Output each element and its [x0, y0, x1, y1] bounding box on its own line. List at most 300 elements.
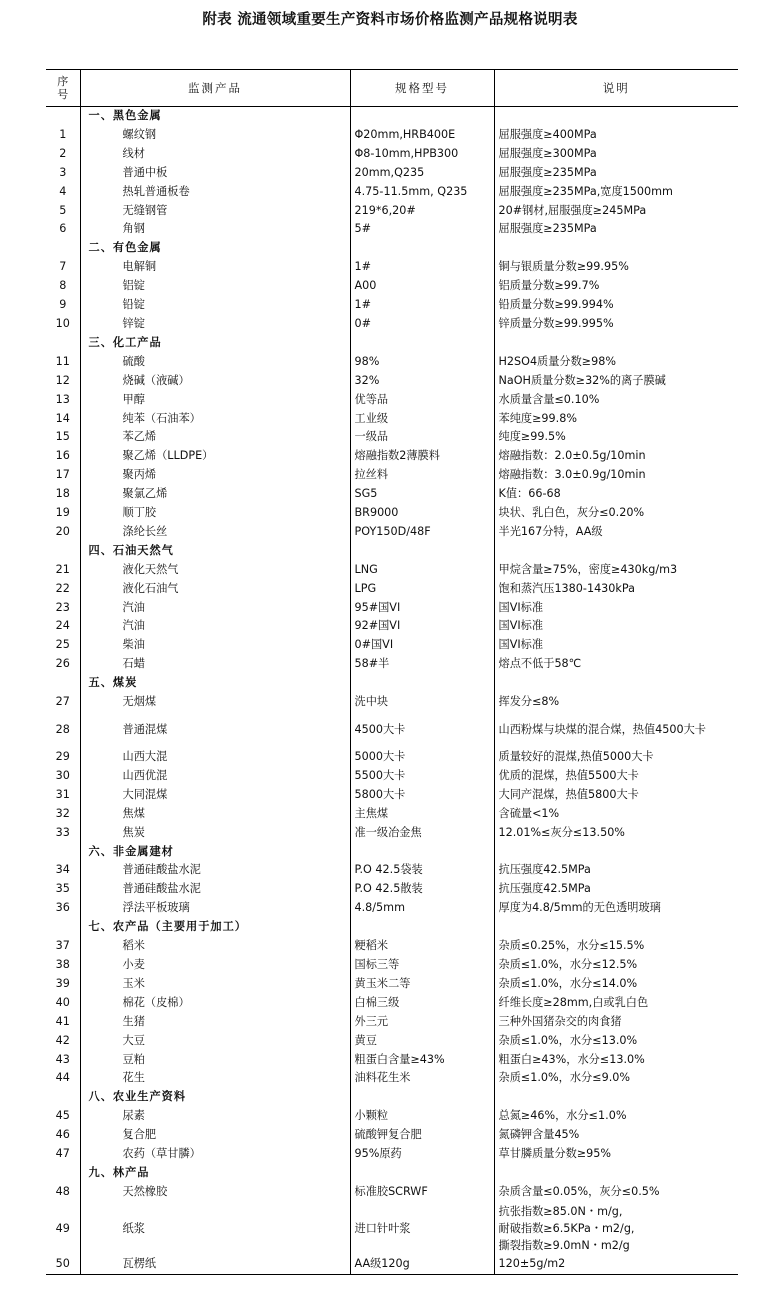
row-no: 10: [55, 316, 70, 330]
table-row: [46, 202, 738, 221]
row-desc: 山西粉煤与块煤的混合煤，热值4500大卡: [494, 712, 738, 748]
row-spec: 0#国VI: [350, 636, 494, 655]
row-spec: Φ20mm,HRB400E: [350, 126, 494, 145]
row-product: 山西优混: [80, 767, 350, 786]
row-no: 43: [55, 1052, 70, 1066]
row-product: 苯乙烯: [80, 428, 350, 447]
row-spec: 进口针叶浆: [350, 1202, 494, 1255]
category-desc-cell: [494, 334, 738, 353]
row-no: 33: [55, 825, 70, 839]
row-spec: 20mm,Q235: [350, 164, 494, 183]
row-desc: 杂质≤1.0%，水分≤13.0%: [494, 1032, 738, 1051]
category-no-cell: [46, 674, 80, 693]
row-product: 稻米: [80, 937, 350, 956]
category-row: [46, 918, 738, 937]
row-no: 11: [55, 354, 70, 368]
table-row: [46, 956, 738, 975]
row-spec: P.O 42.5散装: [350, 880, 494, 899]
category-spec-cell: [350, 1088, 494, 1107]
row-product: 焦炭: [80, 824, 350, 843]
row-spec: 标准胶SCRWF: [350, 1183, 494, 1202]
category-name: 六、非金属建材: [80, 843, 350, 862]
row-desc: 抗压强度42.5MPa: [494, 861, 738, 880]
category-row: [46, 1164, 738, 1183]
row-spec: 一级品: [350, 428, 494, 447]
row-no: 1: [59, 127, 67, 141]
category-no-cell: [46, 1164, 80, 1183]
table-row: [46, 767, 738, 786]
category-no-cell: [46, 843, 80, 862]
row-desc: 铜与银质量分数≥99.95%: [494, 258, 738, 277]
row-desc: 屈服强度≥300MPa: [494, 145, 738, 164]
row-spec: 主焦煤: [350, 805, 494, 824]
row-product: 汽油: [80, 617, 350, 636]
row-no: 47: [55, 1147, 70, 1161]
category-no-cell: [46, 107, 80, 126]
table-row: [46, 1051, 738, 1070]
row-spec: P.O 42.5袋装: [350, 861, 494, 880]
category-spec-cell: [350, 542, 494, 561]
table-row: [46, 1069, 738, 1088]
row-product: 小麦: [80, 956, 350, 975]
row-spec: 32%: [350, 372, 494, 391]
table-row: [46, 504, 738, 523]
category-desc-cell: [494, 674, 738, 693]
row-no: 2: [59, 146, 67, 160]
row-desc: 杂质≤1.0%，水分≤9.0%: [494, 1069, 738, 1088]
row-product: 柴油: [80, 636, 350, 655]
row-spec: 1#: [350, 258, 494, 277]
row-spec: 黄玉米二等: [350, 975, 494, 994]
table-row: [46, 1255, 738, 1274]
row-no: 35: [55, 882, 70, 896]
row-desc: 屈服强度≥235MPa: [494, 164, 738, 183]
row-desc: 大同产混煤，热值5800大卡: [494, 786, 738, 805]
table-row: [46, 1013, 738, 1032]
table-row: [46, 523, 738, 542]
row-spec: 219*6,20#: [350, 202, 494, 221]
row-spec: A00: [350, 277, 494, 296]
row-no: 9: [59, 298, 67, 312]
row-product: 焦煤: [80, 805, 350, 824]
category-desc-cell: [494, 1088, 738, 1107]
table-row: [46, 1107, 738, 1126]
row-no: 29: [55, 750, 70, 763]
row-no: 28: [55, 723, 70, 736]
row-desc: 氮磷钾含量45%: [494, 1126, 738, 1145]
row-product: 甲醇: [80, 391, 350, 410]
row-product: 浮法平板玻璃: [80, 899, 350, 918]
table-row: [46, 975, 738, 994]
table-row: [46, 1126, 738, 1145]
row-no: 27: [55, 695, 70, 709]
category-name: 九、林产品: [80, 1164, 350, 1183]
row-desc: 杂质≤1.0%，水分≤12.5%: [494, 956, 738, 975]
table-row: [46, 617, 738, 636]
category-spec-cell: [350, 918, 494, 937]
category-name: 三、化工产品: [80, 334, 350, 353]
category-row: [46, 107, 738, 126]
row-desc: 纤维长度≥28mm,白或乳白色: [494, 994, 738, 1013]
row-desc: 优质的混煤，热值5500大卡: [494, 767, 738, 786]
row-product: 棉花（皮棉）: [80, 994, 350, 1013]
category-row: [46, 334, 738, 353]
row-spec: 外三元: [350, 1013, 494, 1032]
category-spec-cell: [350, 1164, 494, 1183]
row-no: 32: [55, 806, 70, 820]
category-no-cell: [46, 239, 80, 258]
row-spec: 95#国VI: [350, 599, 494, 618]
row-product: 螺纹钢: [80, 126, 350, 145]
row-no: 3: [59, 165, 67, 179]
row-no: 26: [55, 657, 70, 671]
row-spec: 粳稻米: [350, 937, 494, 956]
row-spec: 拉丝料: [350, 466, 494, 485]
table-row: [46, 1032, 738, 1051]
row-no: 5: [59, 203, 67, 217]
row-desc: 锌质量分数≥99.995%: [494, 315, 738, 334]
category-desc-cell: [494, 843, 738, 862]
row-product: 普通硅酸盐水泥: [80, 861, 350, 880]
row-no: 13: [55, 392, 70, 406]
row-spec: 小颗粒: [350, 1107, 494, 1126]
row-desc: 半光167分特，AA级: [494, 523, 738, 542]
row-no: 34: [55, 863, 70, 877]
row-desc: 质量较好的混煤,热值5000大卡: [494, 748, 738, 767]
row-product: 山西大混: [80, 748, 350, 767]
table-row: [46, 428, 738, 447]
row-desc: 含硫量<1%: [494, 805, 738, 824]
category-row: [46, 542, 738, 561]
table-row: [46, 258, 738, 277]
row-product: 普通混煤: [80, 712, 350, 748]
table-row: [46, 410, 738, 429]
row-desc: 熔点不低于58℃: [494, 655, 738, 674]
category-no-cell: [46, 1088, 80, 1107]
row-product: 农药（草甘膦）: [80, 1145, 350, 1164]
row-desc: 饱和蒸汽压1380-1430kPa: [494, 580, 738, 599]
category-spec-cell: [350, 334, 494, 353]
row-product: 聚氯乙烯: [80, 485, 350, 504]
row-desc: 熔融指数：2.0±0.5g/10min: [494, 447, 738, 466]
row-no: 15: [55, 430, 70, 444]
row-product: 尿素: [80, 1107, 350, 1126]
row-desc: 国VI标准: [494, 636, 738, 655]
row-desc: 厚度为4.8/5mm的无色透明玻璃: [494, 899, 738, 918]
row-spec: 98%: [350, 353, 494, 372]
category-name: 二、有色金属: [80, 239, 350, 258]
category-desc-cell: [494, 542, 738, 561]
row-desc: [494, 1202, 738, 1255]
category-spec-cell: [350, 843, 494, 862]
row-spec: Φ8-10mm,HPB300: [350, 145, 494, 164]
row-no: 49: [55, 1221, 70, 1235]
row-spec: 工业级: [350, 410, 494, 429]
row-no: 4: [59, 184, 67, 198]
row-desc: 杂质≤0.25%，水分≤15.5%: [494, 937, 738, 956]
row-spec: 5800大卡: [350, 786, 494, 805]
row-no: 45: [55, 1109, 70, 1123]
row-spec: 4.8/5mm: [350, 899, 494, 918]
row-no: 12: [55, 373, 70, 387]
row-spec: 58#半: [350, 655, 494, 674]
category-name: 一、黑色金属: [80, 107, 350, 126]
table-row: [46, 145, 738, 164]
table-row: [46, 655, 738, 674]
row-product: 石蜡: [80, 655, 350, 674]
row-product: 顺丁胶: [80, 504, 350, 523]
row-spec: 0#: [350, 315, 494, 334]
row-no: 8: [59, 279, 67, 293]
table-row: [46, 899, 738, 918]
row-no: 37: [55, 939, 70, 953]
row-desc: 总氮≥46%，水分≤1.0%: [494, 1107, 738, 1126]
table-row: [46, 599, 738, 618]
row-desc: 12.01%≤灰分≤13.50%: [494, 824, 738, 843]
document-title: 附表 流通领域重要生产资料市场价格监测产品规格说明表: [202, 12, 578, 28]
row-spec: 准一级冶金焦: [350, 824, 494, 843]
row-product: 涤纶长丝: [80, 523, 350, 542]
row-spec: 洗中块: [350, 693, 494, 712]
row-product: 铅锭: [80, 296, 350, 315]
category-row: [46, 1088, 738, 1107]
row-spec: BR9000: [350, 504, 494, 523]
row-no: 48: [55, 1184, 70, 1198]
row-product: 聚乙烯（LLDPE）: [80, 447, 350, 466]
row-spec: 5#: [350, 220, 494, 239]
row-no: 25: [55, 638, 70, 652]
category-desc-cell: [494, 1164, 738, 1183]
row-no: 23: [55, 600, 70, 614]
table-row: [46, 712, 738, 748]
row-product: 纸浆: [80, 1202, 350, 1255]
row-desc: 国VI标准: [494, 599, 738, 618]
row-no: 40: [55, 995, 70, 1009]
row-product: 大豆: [80, 1032, 350, 1051]
category-name: 八、农业生产资料: [80, 1088, 350, 1107]
table-row: [46, 277, 738, 296]
header-product: 监测产品: [80, 70, 350, 107]
category-name: 五、煤炭: [80, 674, 350, 693]
row-spec: 优等品: [350, 391, 494, 410]
category-spec-cell: [350, 239, 494, 258]
row-spec: 5500大卡: [350, 767, 494, 786]
header-desc: 说明: [494, 70, 738, 107]
row-product: 汽油: [80, 599, 350, 618]
row-product: 花生: [80, 1069, 350, 1088]
row-no: 6: [59, 222, 67, 236]
table-row: [46, 693, 738, 712]
row-product: 纯苯（石油苯）: [80, 410, 350, 429]
row-desc: 块状、乳白色，灰分≤0.20%: [494, 504, 738, 523]
row-desc: 三种外国猪杂交的肉食猪: [494, 1013, 738, 1032]
row-no: 20: [55, 524, 70, 538]
row-desc: 苯纯度≥99.8%: [494, 410, 738, 429]
table-row: [46, 880, 738, 899]
row-spec: 白棉三级: [350, 994, 494, 1013]
category-row: [46, 239, 738, 258]
table-row: [46, 1183, 738, 1202]
row-product: 铝锭: [80, 277, 350, 296]
table-body: [46, 107, 738, 1275]
row-desc: 屈服强度≥235MPa,宽度1500mm: [494, 183, 738, 202]
row-desc: 铝质量分数≥99.7%: [494, 277, 738, 296]
row-desc: 草甘膦质量分数≥95%: [494, 1145, 738, 1164]
row-spec: 92#国VI: [350, 617, 494, 636]
row-no: 41: [55, 1014, 70, 1028]
header-spec: 规格型号: [350, 70, 494, 107]
row-product: 豆粕: [80, 1051, 350, 1070]
row-product: 无烟煤: [80, 693, 350, 712]
row-spec: 4500大卡: [350, 712, 494, 748]
row-desc: 粗蛋白≥43%，水分≤13.0%: [494, 1051, 738, 1070]
row-product: 电解铜: [80, 258, 350, 277]
row-spec: 油料花生米: [350, 1069, 494, 1088]
row-desc: 甲烷含量≥75%，密度≥430kg/m3: [494, 561, 738, 580]
category-no-cell: [46, 918, 80, 937]
table-row: [46, 580, 738, 599]
category-no-cell: [46, 542, 80, 561]
row-spec: 4.75-11.5mm, Q235: [350, 183, 494, 202]
table-row: [46, 824, 738, 843]
row-desc: 抗压强度42.5MPa: [494, 880, 738, 899]
row-no: 24: [55, 619, 70, 633]
row-no: 46: [55, 1128, 70, 1142]
row-no: 50: [46, 1255, 80, 1274]
row-product: 硫酸: [80, 353, 350, 372]
row-desc: 杂质≤1.0%，水分≤14.0%: [494, 975, 738, 994]
header-row: [46, 70, 738, 107]
row-product: 普通中板: [80, 164, 350, 183]
category-spec-cell: [350, 107, 494, 126]
spec-table: [46, 69, 738, 1275]
row-no: 21: [55, 562, 70, 576]
category-name: 七、农产品（主要用于加工）: [80, 918, 350, 937]
row-spec: 国标三等: [350, 956, 494, 975]
table-row: [46, 220, 738, 239]
row-spec: 硫酸钾复合肥: [350, 1126, 494, 1145]
table-row: [46, 164, 738, 183]
row-desc-line: 撕裂指数≥9.0mN・m2/g: [498, 1238, 630, 1252]
table-row: [46, 353, 738, 372]
row-no: 44: [55, 1071, 70, 1085]
row-desc: 屈服强度≥400MPa: [494, 126, 738, 145]
row-desc: 20#钢材,屈服强度≥245MPa: [494, 202, 738, 221]
table-row: [46, 636, 738, 655]
row-spec: 95%原药: [350, 1145, 494, 1164]
row-no: 42: [55, 1033, 70, 1047]
row-product: 复合肥: [80, 1126, 350, 1145]
row-product: 线材: [80, 145, 350, 164]
row-product: 无缝钢管: [80, 202, 350, 221]
row-desc: H2SO4质量分数≥98%: [494, 353, 738, 372]
row-product: 瓦楞纸: [80, 1255, 350, 1274]
table-row: [46, 937, 738, 956]
row-spec: AA级120g: [350, 1255, 494, 1274]
row-no: 39: [55, 976, 70, 990]
row-desc-line: 耐破指数≥6.5KPa・m2/g,: [498, 1221, 635, 1235]
row-desc: 铅质量分数≥99.994%: [494, 296, 738, 315]
row-no: 16: [55, 449, 70, 463]
row-product: 角钢: [80, 220, 350, 239]
row-desc: 120±5g/m2: [494, 1255, 738, 1274]
row-no: 36: [55, 901, 70, 915]
table-row: [46, 315, 738, 334]
row-desc: 熔融指数：3.0±0.9g/10min: [494, 466, 738, 485]
row-spec: SG5: [350, 485, 494, 504]
row-desc: NaOH质量分数≥32%的离子膜碱: [494, 372, 738, 391]
row-product: 液化石油气: [80, 580, 350, 599]
row-no: 17: [55, 468, 70, 482]
table-row: [46, 391, 738, 410]
row-product: 液化天然气: [80, 561, 350, 580]
table-row: [46, 1202, 738, 1255]
table-row: [46, 183, 738, 202]
row-desc: 纯度≥99.5%: [494, 428, 738, 447]
table-row: [46, 786, 738, 805]
row-product: 锌锭: [80, 315, 350, 334]
row-product: 大同混煤: [80, 786, 350, 805]
table-row: [46, 126, 738, 145]
row-no: 7: [59, 260, 67, 274]
table-row: [46, 1145, 738, 1164]
category-no-cell: [46, 334, 80, 353]
category-row: [46, 674, 738, 693]
table-row: [46, 485, 738, 504]
table-row: [46, 296, 738, 315]
row-desc: K值：66-68: [494, 485, 738, 504]
table-row: [46, 805, 738, 824]
row-desc: 杂质含量≤0.05%，灰分≤0.5%: [494, 1183, 738, 1202]
row-desc: 水质量含量≤0.10%: [494, 391, 738, 410]
row-no: 38: [55, 957, 70, 971]
row-desc: 国VI标准: [494, 617, 738, 636]
row-no: 31: [55, 787, 70, 801]
table-row: [46, 372, 738, 391]
table-row: [46, 447, 738, 466]
row-product: 烧碱（液碱）: [80, 372, 350, 391]
category-desc-cell: [494, 107, 738, 126]
header-no: 序 号: [46, 70, 80, 107]
row-product: 天然橡胶: [80, 1183, 350, 1202]
row-product: 生猪: [80, 1013, 350, 1032]
row-spec: 熔融指数2薄膜料: [350, 447, 494, 466]
row-spec: LPG: [350, 580, 494, 599]
row-no: 18: [55, 487, 70, 501]
row-desc: 屈服强度≥235MPa: [494, 220, 738, 239]
row-product: 聚丙烯: [80, 466, 350, 485]
row-product: 玉米: [80, 975, 350, 994]
category-spec-cell: [350, 674, 494, 693]
table-row: [46, 748, 738, 767]
row-product: 热轧普通板卷: [80, 183, 350, 202]
category-name: 四、石油天然气: [80, 542, 350, 561]
category-desc-cell: [494, 918, 738, 937]
row-spec: 黄豆: [350, 1032, 494, 1051]
row-no: 19: [55, 506, 70, 520]
row-no: 22: [55, 581, 70, 595]
row-no: 14: [55, 411, 70, 425]
table-row: [46, 994, 738, 1013]
row-desc: 挥发分≤8%: [494, 693, 738, 712]
row-spec: 粗蛋白含量≥43%: [350, 1051, 494, 1070]
category-row: [46, 843, 738, 862]
category-desc-cell: [494, 239, 738, 258]
table-row: [46, 466, 738, 485]
table-row: [46, 561, 738, 580]
row-desc-line: 抗张指数≥85.0N・m/g,: [498, 1204, 623, 1218]
row-product: 普通硅酸盐水泥: [80, 880, 350, 899]
